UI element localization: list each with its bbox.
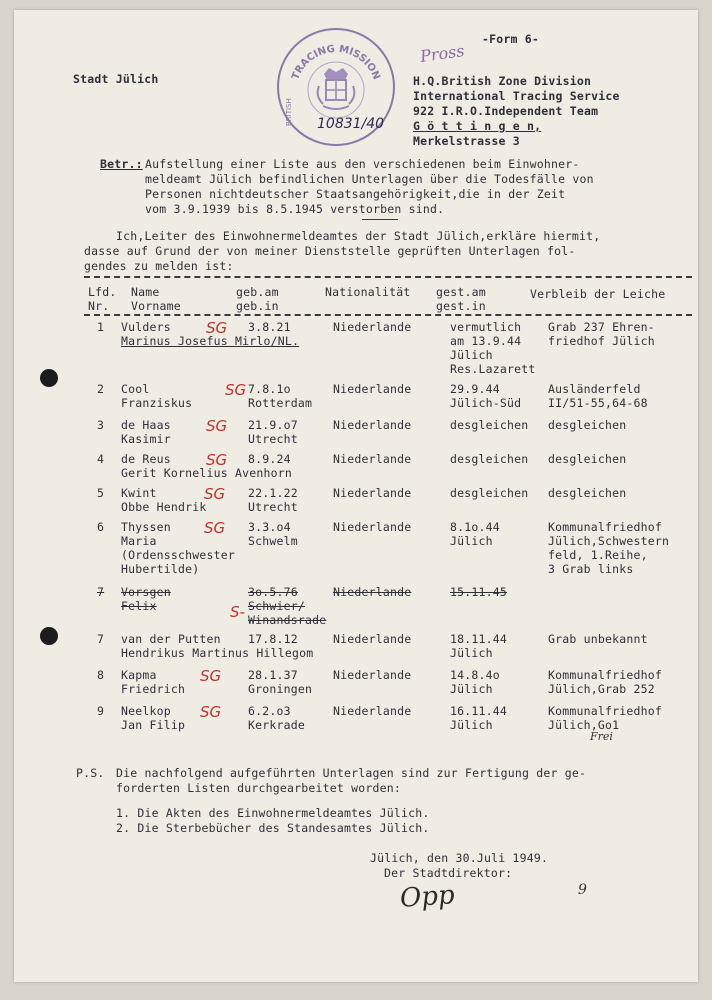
row-remains: Grab 237 Ehren-	[548, 320, 655, 334]
row-handwritten-mark: SG	[225, 381, 247, 399]
row-died: 29.9.44	[450, 382, 500, 396]
row-remains: desgleichen	[548, 452, 627, 466]
row-handwritten-mark: SG	[204, 485, 226, 503]
row-name: Marinus Josefus Mirlo/NL.	[121, 334, 300, 348]
recipient-line: H.Q.British Zone Division	[413, 74, 592, 88]
row-nationality: Niederlande	[333, 486, 412, 500]
row-nationality: Niederlande	[333, 452, 412, 466]
row-nationality: Niederlande	[333, 632, 412, 646]
row-name: van der Putten	[121, 632, 221, 646]
postscript-item: 2. Die Sterbebücher des Standesamtes Jülich.	[116, 821, 430, 835]
row-remains: Kommunalfriedhof	[548, 704, 662, 718]
row-died: 16.11.44	[450, 704, 507, 718]
signatory-title: Der Stadtdirektor:	[384, 866, 513, 880]
postscript-line: Die nachfolgend aufgeführten Unterlagen sind zur Fertigung der ge-	[116, 766, 587, 780]
stamp-ring-text-left: BRITISH	[285, 98, 293, 126]
row-name: (Ordensschwester	[121, 548, 235, 562]
row-name: Cool	[121, 382, 150, 396]
row-handwritten-mark: SG	[206, 319, 228, 337]
row-born: 3o.5.76	[248, 585, 298, 599]
row-died: 8.1o.44	[450, 520, 500, 534]
row-born: 8.9.24	[248, 452, 291, 466]
row-born: Utrecht	[248, 500, 298, 514]
header-nationality: Nationalität	[325, 285, 411, 299]
row-name: Hendrikus Martinus Hillegom	[121, 646, 314, 660]
row-born: 22.1.22	[248, 486, 298, 500]
row-number: 9	[97, 704, 105, 718]
row-born: Groningen	[248, 682, 313, 696]
declaration-line: Ich,Leiter des Einwohnermeldeamtes der Stadt Jülich,erkläre hiermit,	[116, 229, 601, 243]
row-name: Jan Filip	[121, 718, 186, 732]
row-remains: Ausländerfeld	[548, 382, 641, 396]
row-died: Jülich	[450, 718, 493, 732]
row-born: 3.3.o4	[248, 520, 291, 534]
row-number: 2	[97, 382, 105, 396]
row-name: Maria	[121, 534, 157, 548]
sender-city: Stadt Jülich	[73, 72, 159, 86]
row-nationality: Niederlande	[333, 520, 412, 534]
row-born: Schwelm	[248, 534, 298, 548]
row-died: vermutlich	[450, 320, 522, 334]
row-born: Utrecht	[248, 432, 298, 446]
row-handwritten-mark: SG	[204, 519, 226, 537]
table-header-rule	[84, 314, 692, 316]
row-born: 28.1.37	[248, 668, 298, 682]
row-died: Jülich	[450, 682, 493, 696]
header-died: gest.in	[436, 299, 486, 313]
row-name: Gerit Kornelius Avenhorn	[121, 466, 292, 480]
row-number: 6	[97, 520, 105, 534]
header-remains: Verbleib der Leiche	[530, 287, 666, 301]
date-line: Jülich, den 30.Juli 1949.	[370, 851, 549, 865]
postscript-label: P.S.	[76, 766, 105, 780]
row-name: Kwint	[121, 486, 157, 500]
row-name: Kasimir	[121, 432, 171, 446]
row-born: 21.9.o7	[248, 418, 298, 432]
row-name: de Haas	[121, 418, 171, 432]
row-born: Winandsrade	[248, 613, 327, 627]
row-remains: friedhof Jülich	[548, 334, 655, 348]
row-name: Hubertilde)	[121, 562, 200, 576]
recipient-line: 922 I.R.O.Independent Team	[413, 104, 599, 118]
row-nationality: Niederlande	[333, 418, 412, 432]
row-born: 6.2.o3	[248, 704, 291, 718]
row-nationality: Niederlande	[333, 320, 412, 334]
row-born: 3.8.21	[248, 320, 291, 334]
handwritten-note-top: Pross	[418, 40, 466, 67]
row-died: Jülich	[450, 348, 493, 362]
row-died: Jülich	[450, 646, 493, 660]
tracing-mission-stamp	[277, 28, 395, 146]
declaration-line: dasse auf Grund der von meiner Dienststelle geprüften Unterlagen fol-	[84, 244, 576, 258]
row-number: 8	[97, 668, 105, 682]
subject-line: Personen nichtdeutscher Staatsangehörigkeit,die in der Zeit	[145, 187, 566, 201]
row-handwritten-mark: SG	[206, 417, 228, 435]
row-remains: feld, 1.Reihe,	[548, 548, 648, 562]
row-died: 15.11.45	[450, 585, 507, 599]
row-name: Franziskus	[121, 396, 193, 410]
handwritten-note-bottom: Frei	[590, 730, 613, 743]
row-name: Obbe Hendrik	[121, 500, 207, 514]
row-number: 5	[97, 486, 105, 500]
stamp-ring-text: TRACING MISSION	[290, 43, 382, 82]
row-nationality: Niederlande	[333, 585, 412, 599]
row-name: Thyssen	[121, 520, 171, 534]
row-remains: desgleichen	[548, 418, 627, 432]
row-remains: 3 Grab links	[548, 562, 634, 576]
table-top-rule	[84, 276, 692, 278]
header-died: gest.am	[436, 285, 486, 299]
row-died: Jülich-Süd	[450, 396, 522, 410]
header-nr: Lfd.	[88, 285, 117, 299]
recipient-line: International Tracing Service	[413, 89, 620, 103]
row-remains: Kommunalfriedhof	[548, 520, 662, 534]
row-remains: II/51-55,64-68	[548, 396, 648, 410]
row-handwritten-mark: SG	[200, 703, 222, 721]
row-handwritten-mark: SG	[200, 667, 222, 685]
row-remains: Jülich,Schwestern	[548, 534, 670, 548]
row-nationality: Niederlande	[333, 382, 412, 396]
row-born: 17.8.12	[248, 632, 298, 646]
header-name: Vorname	[131, 299, 181, 313]
stamp-number: 10831/40	[317, 116, 385, 132]
row-born: Kerkrade	[248, 718, 305, 732]
punch-hole-upper	[40, 369, 58, 387]
row-died: Res.Lazarett	[450, 362, 536, 376]
row-born: 7.8.1o	[248, 382, 291, 396]
row-nationality: Niederlande	[333, 668, 412, 682]
row-handwritten-mark: S-	[230, 603, 245, 621]
row-died: 18.11.44	[450, 632, 507, 646]
row-died: Jülich	[450, 534, 493, 548]
row-remains: Jülich,Grab 252	[548, 682, 655, 696]
punch-hole-lower	[40, 627, 58, 645]
header-name: Name	[131, 285, 160, 299]
row-born: Rotterdam	[248, 396, 313, 410]
subject-line: Aufstellung einer Liste aus den verschiedenen beim Einwohner-	[145, 157, 580, 171]
row-died: desgleichen	[450, 418, 529, 432]
page-mark: 9	[578, 882, 587, 898]
row-remains: desgleichen	[548, 486, 627, 500]
subject-line: vom 3.9.1939 bis 8.5.1945 verstorben sind.	[145, 202, 445, 216]
row-name: Kapma	[121, 668, 157, 682]
declaration-line: gendes zu melden ist:	[84, 259, 234, 273]
row-born: Schwier/	[248, 599, 305, 613]
row-remains: Grab unbekannt	[548, 632, 648, 646]
header-born: geb.in	[236, 299, 279, 313]
form-label: -Form 6-	[482, 32, 539, 46]
row-died: desgleichen	[450, 452, 529, 466]
recipient-line: Merkelstrasse 3	[413, 134, 520, 148]
row-name: de Reus	[121, 452, 171, 466]
header-nr: Nr.	[88, 299, 110, 313]
row-handwritten-mark: SG	[206, 451, 228, 469]
separator	[362, 219, 398, 220]
header-born: geb.am	[236, 285, 279, 299]
row-died: am 13.9.44	[450, 334, 522, 348]
recipient-line: G ö t t i n g e n,	[413, 119, 542, 133]
row-number: 1	[97, 320, 105, 334]
row-name: Felix	[121, 599, 157, 613]
row-name: Neelkop	[121, 704, 171, 718]
postscript-line: forderten Listen durchgearbeitet worden:	[116, 781, 401, 795]
postscript-item: 1. Die Akten des Einwohnermeldeamtes Jülich.	[116, 806, 430, 820]
row-number: 7	[97, 632, 105, 646]
subject-line: meldeamt Jülich befindlichen Unterlagen über die Todesfälle von	[145, 172, 594, 186]
row-died: desgleichen	[450, 486, 529, 500]
row-name: Vorsgen	[121, 585, 171, 599]
row-remains: Jülich,Go1	[548, 718, 620, 732]
row-number: 7	[97, 585, 105, 599]
row-remains: Kommunalfriedhof	[548, 668, 662, 682]
row-name: Friedrich	[121, 682, 186, 696]
row-number: 3	[97, 418, 105, 432]
row-number: 4	[97, 452, 105, 466]
subject-label: Betr.:	[100, 157, 143, 171]
row-died: 14.8.4o	[450, 668, 500, 682]
row-name: Vulders	[121, 320, 171, 334]
signature: Opp	[399, 880, 456, 914]
row-nationality: Niederlande	[333, 704, 412, 718]
